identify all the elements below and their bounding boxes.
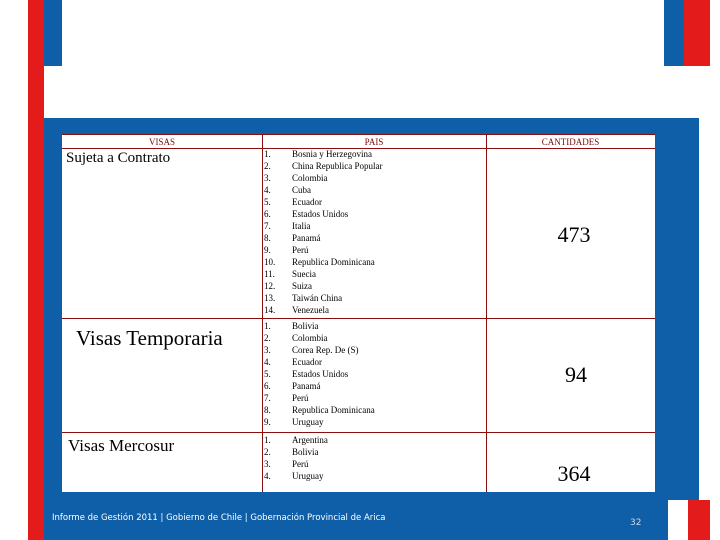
country-list-item: [264, 268, 382, 280]
country-name: Estados Unidos: [292, 369, 349, 379]
country-number: 8.: [264, 233, 271, 243]
country-name: Corea Rep. De (S): [292, 345, 359, 355]
country-list-item: [264, 332, 375, 344]
country-number: 1.: [264, 435, 271, 445]
country-list-item: [264, 196, 382, 208]
country-number: 3.: [264, 173, 271, 183]
country-name: Perú: [292, 459, 309, 469]
country-number: 11.: [264, 269, 275, 279]
bottom-right-red-block: [688, 500, 710, 540]
header-visas: VISAS: [148, 137, 175, 147]
rule-top: [62, 134, 655, 135]
footer-text: Informe de Gestión 2011 | Gobierno de Chile | Gobernación Provincial de Arica: [52, 513, 386, 523]
country-name: Colombia: [292, 173, 328, 183]
page-number: 32: [630, 518, 642, 528]
country-name: Bosnia y Herzegovina: [292, 149, 372, 159]
country-number: 5.: [264, 369, 271, 379]
country-list-item: [264, 356, 375, 368]
country-list-item: [264, 304, 382, 316]
country-name: Republica Dominicana: [292, 405, 375, 415]
rule-row1: [62, 318, 655, 319]
country-number: 9.: [264, 245, 271, 255]
right-top-red-bar: [684, 0, 710, 66]
country-list-item: [264, 392, 375, 404]
country-name: China Republica Popular: [292, 161, 383, 171]
country-number: 8.: [264, 405, 271, 415]
country-list-item: [264, 280, 382, 292]
country-list-mercosur: [264, 434, 328, 482]
country-number: 13.: [264, 293, 276, 303]
country-name: Cuba: [292, 185, 311, 195]
country-list-item: [264, 404, 375, 416]
row-label-temporaria: Visas Temporaria: [76, 326, 223, 350]
country-number: 7.: [264, 221, 271, 231]
rule-col2: [486, 134, 487, 492]
country-name: Ecuador: [292, 197, 322, 207]
country-list-item: [264, 320, 375, 332]
rule-col1: [262, 134, 263, 492]
left-red-bar: [28, 0, 44, 540]
country-name: Argentina: [292, 435, 328, 445]
country-list-temporaria: [264, 320, 375, 428]
country-name: Italia: [292, 221, 311, 231]
country-number: 2.: [264, 447, 271, 457]
country-name: Taiwán China: [292, 293, 343, 303]
country-list-item: [264, 232, 382, 244]
country-list-item: [264, 148, 382, 160]
country-number: 10.: [264, 257, 276, 267]
country-list-item: [264, 344, 375, 356]
country-name: Uruguay: [292, 471, 324, 481]
country-number: 3.: [264, 345, 271, 355]
left-top-navy-bar: [44, 0, 62, 66]
header-cantidades: CANTIDADES: [541, 137, 600, 147]
country-list-item: [264, 208, 382, 220]
country-number: 2.: [264, 161, 271, 171]
country-list-item: [264, 256, 382, 268]
country-number: 4.: [264, 357, 271, 367]
quantity-temporaria: 94: [565, 362, 587, 387]
country-number: 1.: [264, 321, 271, 331]
country-number: 14.: [264, 305, 276, 315]
country-name: Bolivia: [292, 447, 319, 457]
country-name: Republica Dominicana: [292, 257, 375, 267]
country-number: 2.: [264, 333, 271, 343]
country-name: Suiza: [292, 281, 312, 291]
country-number: 1.: [264, 149, 271, 159]
country-list-item: [264, 172, 382, 184]
country-name: Uruguay: [292, 417, 324, 427]
bottom-right-white-block: [668, 500, 688, 540]
country-name: Venezuela: [292, 305, 329, 315]
country-name: Perú: [292, 245, 309, 255]
country-name: Colombia: [292, 333, 328, 343]
quantity-mercosur: 364: [557, 461, 591, 486]
country-number: 4.: [264, 471, 271, 481]
country-number: 5.: [264, 197, 271, 207]
country-list-item: [264, 220, 382, 232]
right-top-navy-bar: [664, 0, 684, 66]
country-name: Panamá: [292, 233, 321, 243]
country-number: 7.: [264, 393, 271, 403]
country-list-item: [264, 292, 382, 304]
rule-row2: [62, 432, 655, 433]
country-list-item: [264, 244, 382, 256]
country-list-item: [264, 434, 328, 446]
row-label-mercosur: Visas Mercosur: [68, 436, 175, 455]
country-name: Bolivia: [292, 321, 319, 331]
country-name: Ecuador: [292, 357, 322, 367]
country-list-sujeta: [264, 148, 382, 316]
country-list-item: [264, 416, 375, 428]
country-number: 6.: [264, 209, 271, 219]
country-number: 4.: [264, 185, 271, 195]
country-number: 12.: [264, 281, 276, 291]
country-list-item: [264, 446, 328, 458]
country-name: Suecia: [292, 269, 316, 279]
country-number: 3.: [264, 459, 271, 469]
country-name: Panamá: [292, 381, 321, 391]
country-list-item: [264, 368, 375, 380]
country-list-item: [264, 470, 328, 482]
header-pais: PAIS: [364, 137, 384, 147]
country-list-item: [264, 380, 375, 392]
quantity-sujeta: 473: [557, 222, 591, 247]
country-list-item: [264, 184, 382, 196]
country-list-item: [264, 160, 382, 172]
row-label-sujeta: Sujeta a Contrato: [66, 150, 171, 166]
country-name: Estados Unidos: [292, 209, 349, 219]
country-list-item: [264, 458, 328, 470]
country-number: 9.: [264, 417, 271, 427]
country-number: 6.: [264, 381, 271, 391]
country-name: Perú: [292, 393, 309, 403]
